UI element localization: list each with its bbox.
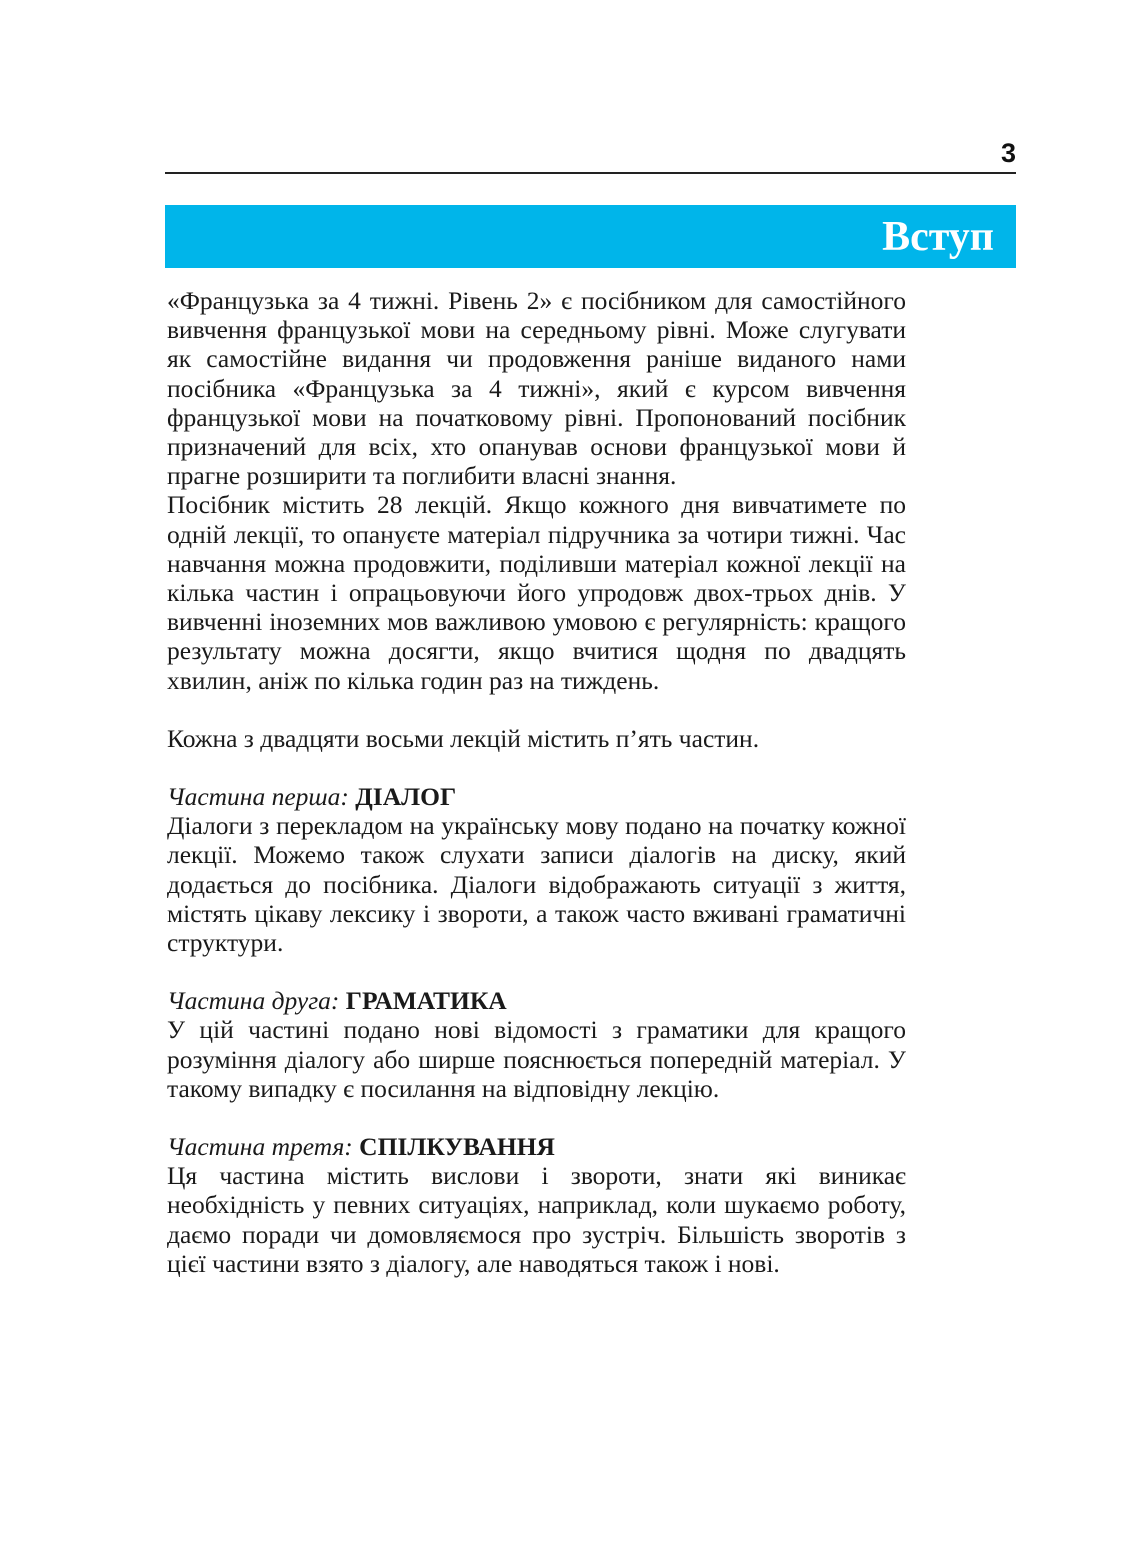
intro-paragraph-3: Кожна з двадцяти восьми лекцій містить п’ять частин. (167, 723, 760, 753)
section-name: ДІАЛОГ (355, 782, 457, 812)
spacer (167, 753, 906, 782)
section-text-grammar: У цій частині подано нові відомості з граматики для кращого розуміння діалогу або ширше пояснюється попередній матеріал. У такому випадку є посилання на відповідну лекцію. (167, 1015, 906, 1103)
section-text-communication: Ця частина містить вислови і звороти, знати які виникає необхідність у певних ситуаціях, наприклад, коли шукаємо роботу, даємо поради чи домовляємося про зустріч. Більшість зворотів з цієї частини взято з діалогу, але наводяться також і нові. (167, 1161, 906, 1278)
header-rule (165, 172, 1016, 174)
spacer (167, 695, 906, 724)
intro-paragraph-2: Посібник містить 28 лекцій. Якщо кожного дня вивчатимете по одній лекції, то опануєте матеріал підручника за чотири тижні. Час навчання можна продовжити, поділивши матеріал кожної лекції на кілька частин і опрацьовуючи його упродовж двох-трьох днів. У вивченні іноземних мов важливою умовою є регулярність: кращого результату можна досягти, якщо вчитися щодня по двадцять хвилин, аніж по кілька годин раз на тиждень. (167, 490, 906, 695)
section-heading-communication (167, 1132, 906, 1161)
section-name: ГРАМАТИКА (345, 986, 507, 1016)
section-lead: Частина перша: (167, 782, 349, 812)
section-heading-grammar (167, 986, 906, 1015)
section-heading-dialog (167, 782, 906, 811)
spacer (167, 957, 906, 986)
spacer (167, 1103, 906, 1132)
section-lead: Частина третя: (167, 1132, 353, 1162)
section-name: СПІЛКУВАННЯ (359, 1132, 555, 1162)
chapter-title-band (165, 205, 1016, 268)
section-lead: Частина друга: (167, 986, 340, 1016)
chapter-title: Вступ (882, 214, 994, 260)
section-text-dialog: Діалоги з перекладом на українську мову подано на початку кожної лекції. Можемо також слухати записи діалогів на диску, який додається до посібника. Діалоги відображають ситуації з життя, містять цікаву лексику і звороти, а також часто вживані граматичні структури. (167, 811, 906, 958)
intro-paragraph-1: «Французька за 4 тижні. Рівень 2» є посібником для самостійного вивчення французької мови на середньому рівні. Може слугувати як самостійне видання чи продовження раніше виданого нами посібника «Французька за 4 тижні», який є курсом вивчення французької мови на початковому рівні. Пропонований посібник призначений для всіх, хто опанував основи французької мови й прагне розширити та поглибити власні знання. (167, 286, 906, 491)
page-number: 3 (1000, 138, 1016, 168)
page-content (167, 286, 906, 1278)
